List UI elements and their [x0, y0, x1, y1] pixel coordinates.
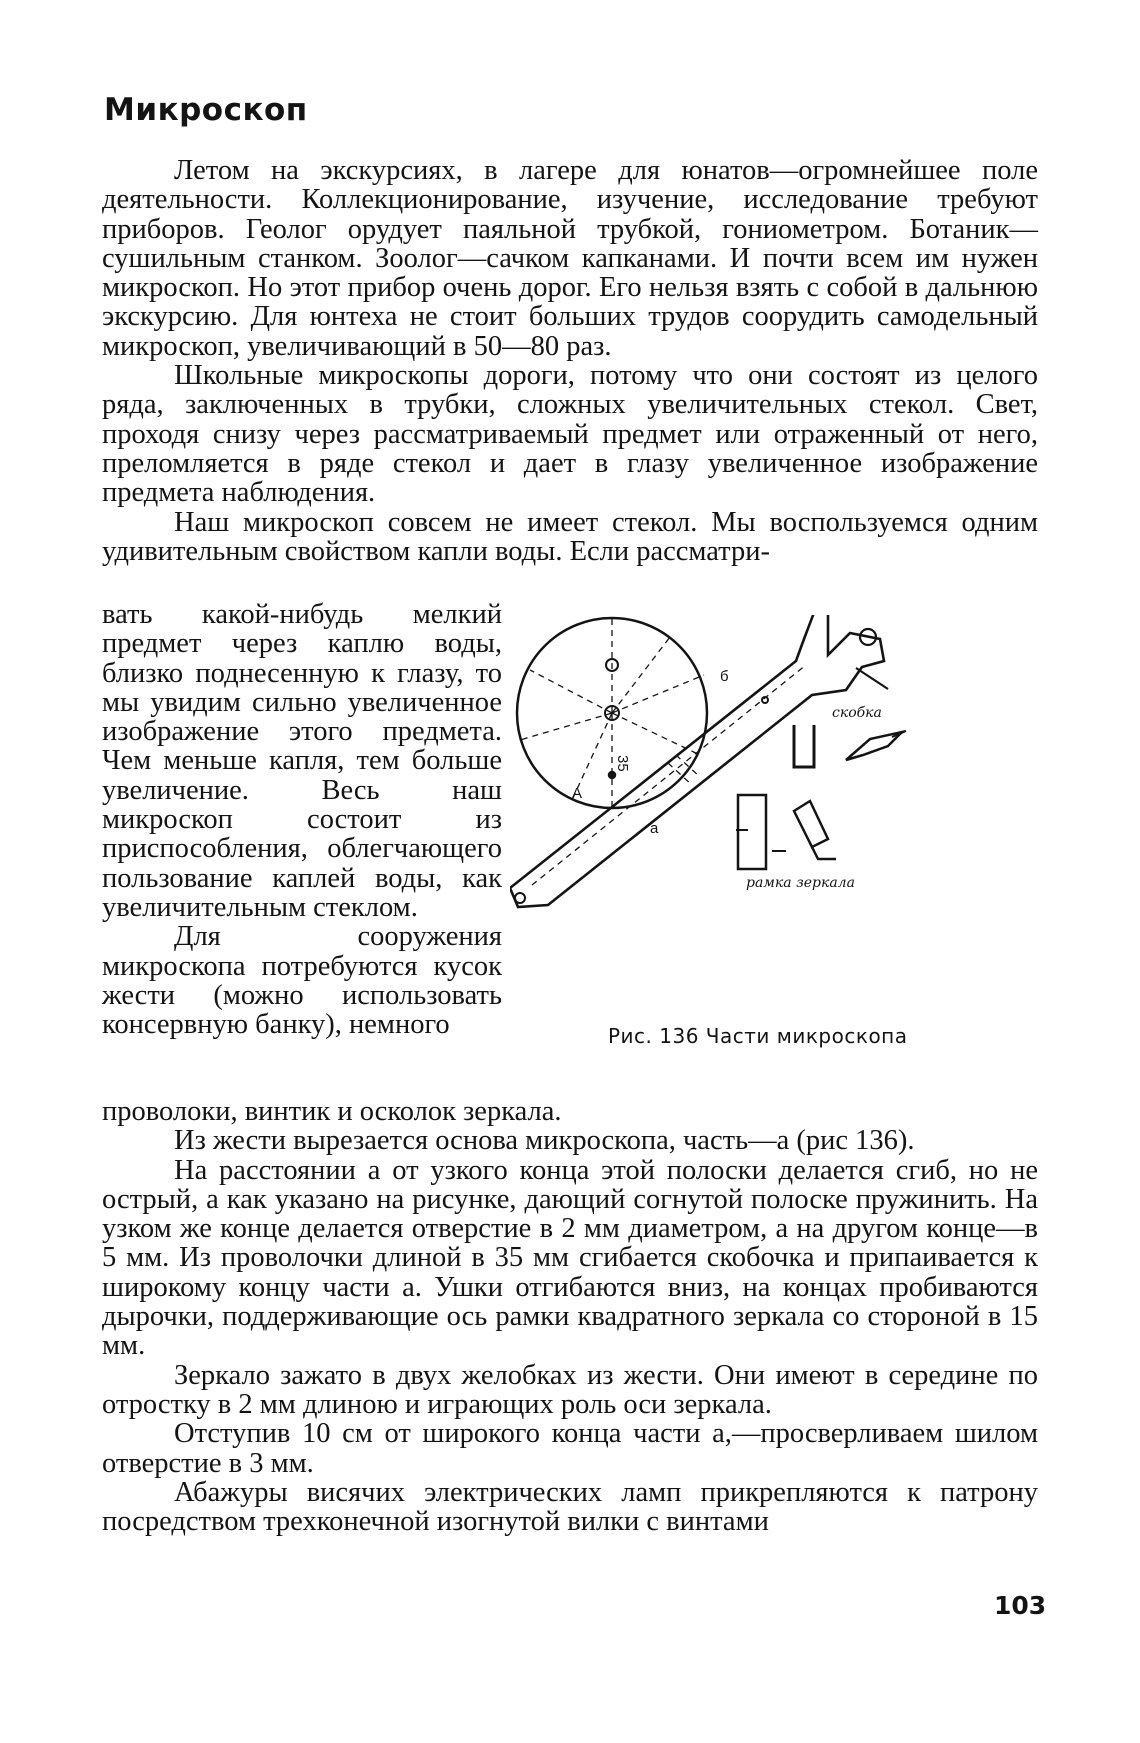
- bracket-label: скобка: [832, 705, 882, 721]
- text-block-top: [102, 156, 1038, 566]
- paragraph: Зеркало зажато в двух желобках из жести. Они имеют в середине по отростку в 2 мм длиною и играющих роль оси зеркала.: [102, 1359, 1038, 1420]
- microscope-figure: [510, 615, 1030, 1015]
- figure-caption: Рис. 136 Части микроскопа: [608, 1024, 908, 1048]
- part-label-b: б: [720, 668, 729, 685]
- paragraph: Наш микроскоп совсем не имеет стекол. Мы воспользуемся одним удивительным свойством капли воды. Если рассматри-: [102, 506, 1038, 567]
- paragraph: вать какой-нибудь мелкий предмет через каплю воды, близко поднесенную к глазу, то мы увидим сильно увеличенное изображение этого предмета. Чем меньше капля, тем больше увеличение. Весь наш микроскоп состоит из приспособления, облегчающего пользование каплей воды, как увеличительным стеклом.: [102, 599, 502, 923]
- paragraph: проволоки, винтик и осколок зеркала.: [102, 1096, 562, 1127]
- dimension-label: 35: [614, 755, 631, 772]
- text-block-bottom: [102, 1097, 1038, 1536]
- text-block-left-column: [102, 600, 502, 1039]
- paragraph: Летом на экскурсиях, в лагере для юнатов—огромнейшее поле деятельности. Коллекционирование, изучение, исследование требуют приборов. Геолог орудует паяльной трубкой, гониометром. Ботаник—сушильным станком. Зоолог—сачком капканами. И почти всем им нужен микроскоп. Но этот прибор очень дорог. Его нельзя взять с собой в дальнюю экскурсию. Для юнтеха не стоит больших трудов соорудить самодельный микроскоп, увеличивающий в 50—80 раз.: [102, 155, 1038, 362]
- paragraph: Отступив 10 см от широкого конца части а,—просверливаем шилом отверстие в 3 мм.: [102, 1418, 1038, 1479]
- part-label-a: a: [650, 820, 659, 837]
- mirror-frame-label: рамка зеркала: [746, 875, 855, 891]
- section-heading: Микроскоп: [104, 92, 308, 128]
- page-number: 103: [994, 1591, 1047, 1620]
- part-label-A: A: [572, 785, 583, 802]
- paragraph: Из жести вырезается основа микроскопа, часть—а (рис 136).: [174, 1125, 915, 1157]
- paragraph: Абажуры висячих электрических ламп прикрепляются к патрону посредством трехконечной изогнутой вилки с винтами: [102, 1476, 1038, 1538]
- paragraph: Школьные микроскопы дороги, потому что они состоят из целого ряда, заключенных в трубки, сложных увеличительных стекол. Свет, проходя снизу через рассматриваемый предмет или отраженный от него, преломляется в ряде стекол и дает в глазу увеличенное изображение предмета наблюдения.: [102, 360, 1038, 509]
- paragraph: Для сооружения микроскопа потребуются кусок жести (можно использовать консервную банку), немного: [102, 921, 502, 1041]
- strip-part-a: [510, 615, 884, 907]
- paragraph: На расстоянии а от узкого конца этой полоски делается сгиб, но не острый, а как указано на рисунке, дающий согнутой полоске пружинить. На узком же конце делается отверстие в 2 мм диаметром, а на другом конце—в 5 мм. Из проволочки длиной в 35 мм сгибается скобочка и припаивается к широкому концу части а. Ушки отгибаются вниз, на концах пробиваются дырочки, поддерживающие ось рамки квадратного зеркала со стороной в 15 мм.: [102, 1154, 1038, 1362]
